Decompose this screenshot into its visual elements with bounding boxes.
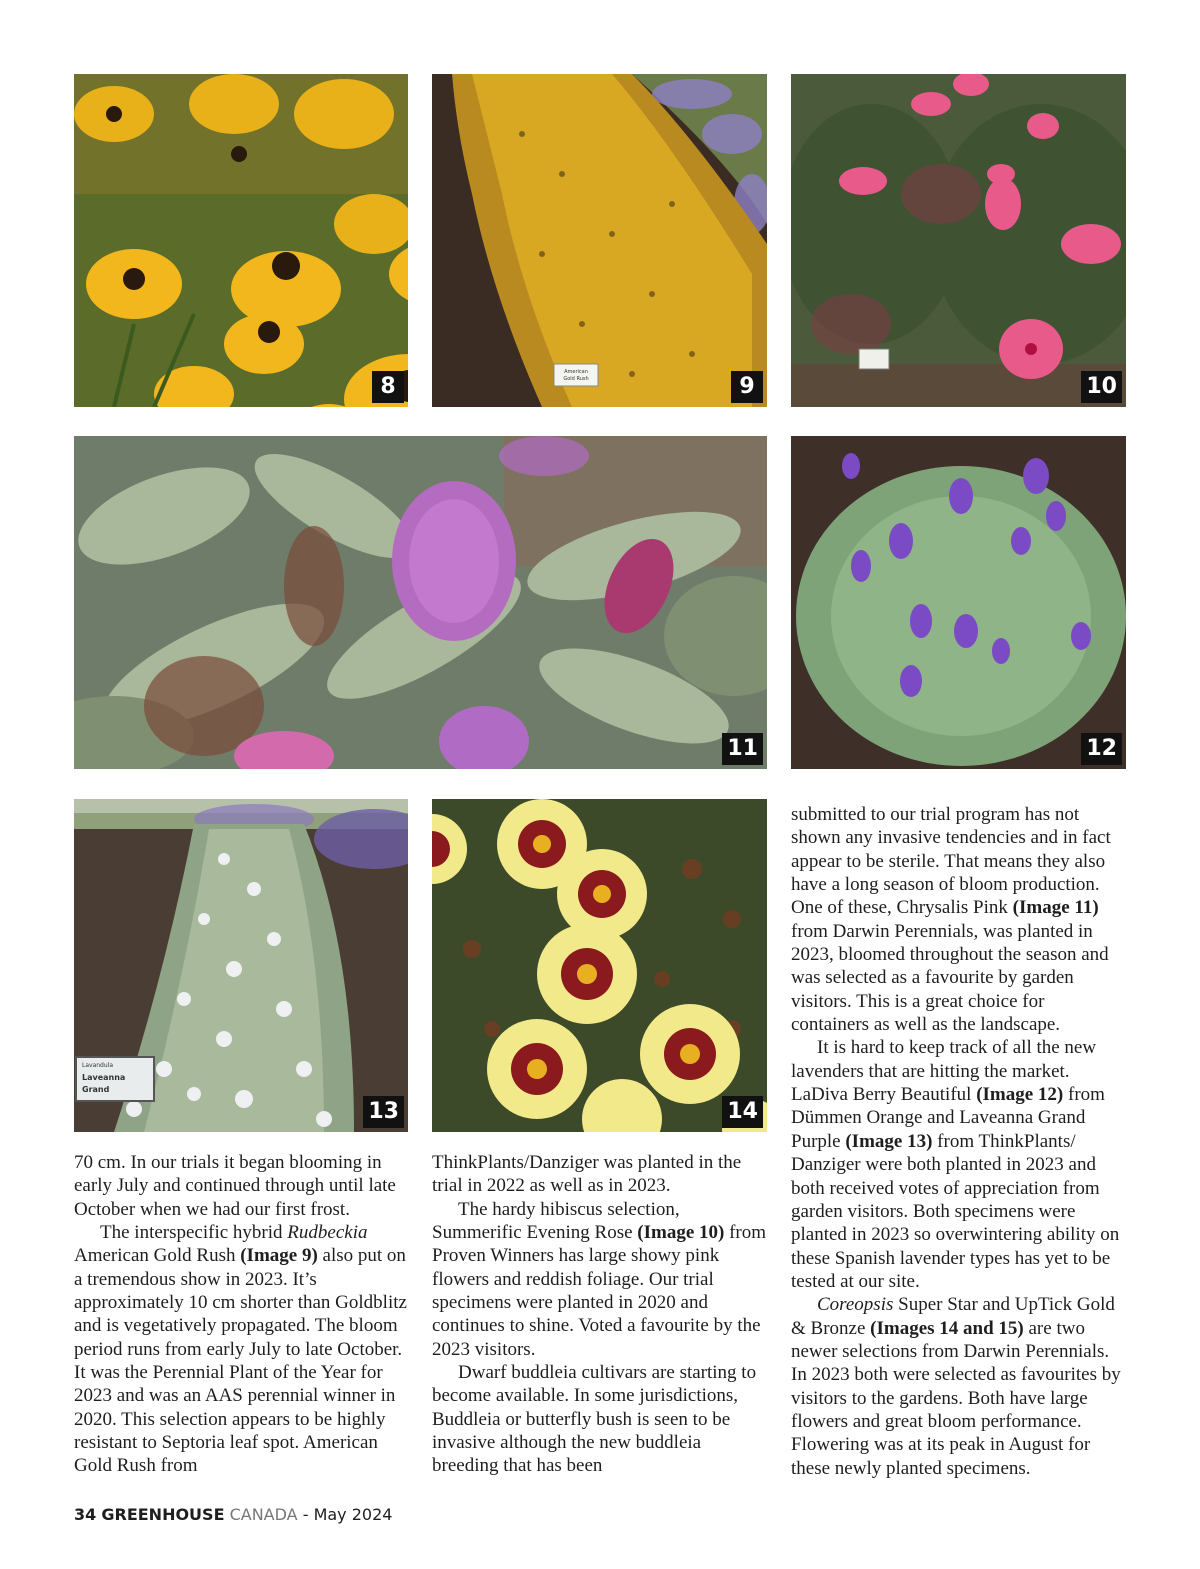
image-number-badge: 10 bbox=[1081, 371, 1122, 403]
magazine-country: CANADA bbox=[229, 1505, 298, 1524]
image-reference: (Image 9) bbox=[240, 1245, 318, 1267]
photo-8-graphic bbox=[74, 74, 408, 407]
plant-sign-line: American bbox=[564, 369, 588, 375]
page-footer bbox=[74, 1503, 392, 1527]
paragraph: submitted to our trial program has not shown any invasive tendencies and in fact appear to be sterile. That means they also have a long season of bloom production. One of these, Chrysalis Pink (Image 11) from Darwin Perennials, was planted in 2023, bloomed throughout the season and was selected as a favourite by garden visitors. This is a great choice for containers as well as the landscape. bbox=[791, 804, 1111, 1036]
plant-sign-line: Gold Rush bbox=[563, 376, 589, 382]
photo-12-graphic bbox=[791, 436, 1126, 769]
image-number-badge: 12 bbox=[1081, 733, 1122, 765]
photo-lavender-laveanna-grand-purple bbox=[74, 799, 408, 1132]
photo-11-graphic bbox=[74, 436, 767, 769]
photo-buddleia-chrysalis-pink bbox=[74, 436, 767, 769]
issue-date: - May 2024 bbox=[302, 1505, 393, 1524]
page-number: 34 bbox=[74, 1505, 97, 1524]
image-reference: (Image 11) bbox=[1012, 897, 1099, 919]
article-column-3 bbox=[791, 803, 1126, 1480]
photo-rudbeckia-goldblitz bbox=[74, 74, 408, 407]
image-reference: (Image 12) bbox=[976, 1084, 1064, 1106]
image-number-badge: 13 bbox=[363, 1096, 404, 1128]
photo-10-graphic bbox=[791, 74, 1126, 407]
article-column-1 bbox=[74, 1151, 408, 1478]
paragraph: Coreopsis Super Star and UpTick Gold & Bronze (Images 14 and 15) are two newer selections from Darwin Perennials. In 2023 both were selected as favourites by visitors to the gardens. Both have large flowers and great bloom performance. Flowering was at its peak in August for these newly planted specimens. bbox=[791, 1294, 1121, 1479]
photo-14-graphic bbox=[432, 799, 767, 1132]
paragraph: ThinkPlants/Danziger was planted in the trial in 2022 as well as in 2023. bbox=[432, 1152, 742, 1197]
image-reference: (Images 14 and 15) bbox=[870, 1317, 1024, 1339]
paragraph: The hardy hibiscus selection, Summerific Evening Rose (Image 10) from Proven Winners has large showy pink flowers and reddish foliage. Our trial specimens were planted in 2020 and continues to shine. Voted a favourite by the 2023 visitors. bbox=[432, 1198, 767, 1360]
image-reference: (Image 13) bbox=[845, 1130, 933, 1152]
image-number-badge: 8 bbox=[372, 371, 404, 403]
plant-sign-line: Laveanna bbox=[82, 1073, 126, 1082]
paragraph: The interspecific hybrid Rudbeckia American Gold Rush (Image 9) also put on a tremendous show in 2023. It’s approximately 10 cm shorter than Goldblitz and is vegetatively propagated. The bloom period runs from early July to late October. It was the Perennial Plant of the Year for 2023 and was an AAS perennial winner in 2020. This selection appears to be highly resistant to Septoria leaf spot. American Gold Rush from bbox=[74, 1222, 407, 1477]
image-reference: (Image 10) bbox=[637, 1222, 725, 1244]
plant-sign-line: Lavandula bbox=[82, 1062, 114, 1069]
image-number-badge: 9 bbox=[731, 371, 763, 403]
article-column-2 bbox=[432, 1151, 767, 1478]
paragraph: 70 cm. In our trials it began blooming in early July and continued through until late October when we had our first frost. bbox=[74, 1152, 396, 1220]
image-number-badge: 11 bbox=[722, 733, 763, 765]
magazine-name: GREENHOUSE bbox=[101, 1505, 225, 1524]
photo-lavender-ladiva-berry-beautiful bbox=[791, 436, 1126, 769]
photo-coreopsis-uptick bbox=[432, 799, 767, 1132]
photo-13-graphic bbox=[74, 799, 408, 1132]
photo-9-graphic bbox=[432, 74, 767, 407]
photo-rudbeckia-american-gold-rush bbox=[432, 74, 767, 407]
photo-hibiscus-summerific-evening-rose bbox=[791, 74, 1126, 407]
plant-sign-line: Grand bbox=[82, 1085, 110, 1094]
image-number-badge: 14 bbox=[722, 1096, 763, 1128]
paragraph: Dwarf buddleia cultivars are starting to become available. In some jurisdictions, Buddleia or butterfly bush is seen to be invasive although the new buddleia breeding that has been bbox=[432, 1362, 757, 1477]
paragraph: It is hard to keep track of all the new lavenders that are hitting the market. LaDiva Berry Beautiful (Image 12) from Dümmen Orange and Laveanna Grand Purple (Image 13) from ThinkPlants/ Danziger were both planted in 2023 and both received votes of appreciation from garden visitors. Both specimens were planted in 2023 so overwintering ability on these Spanish lavender types has yet to be tested at our site. bbox=[791, 1037, 1120, 1292]
